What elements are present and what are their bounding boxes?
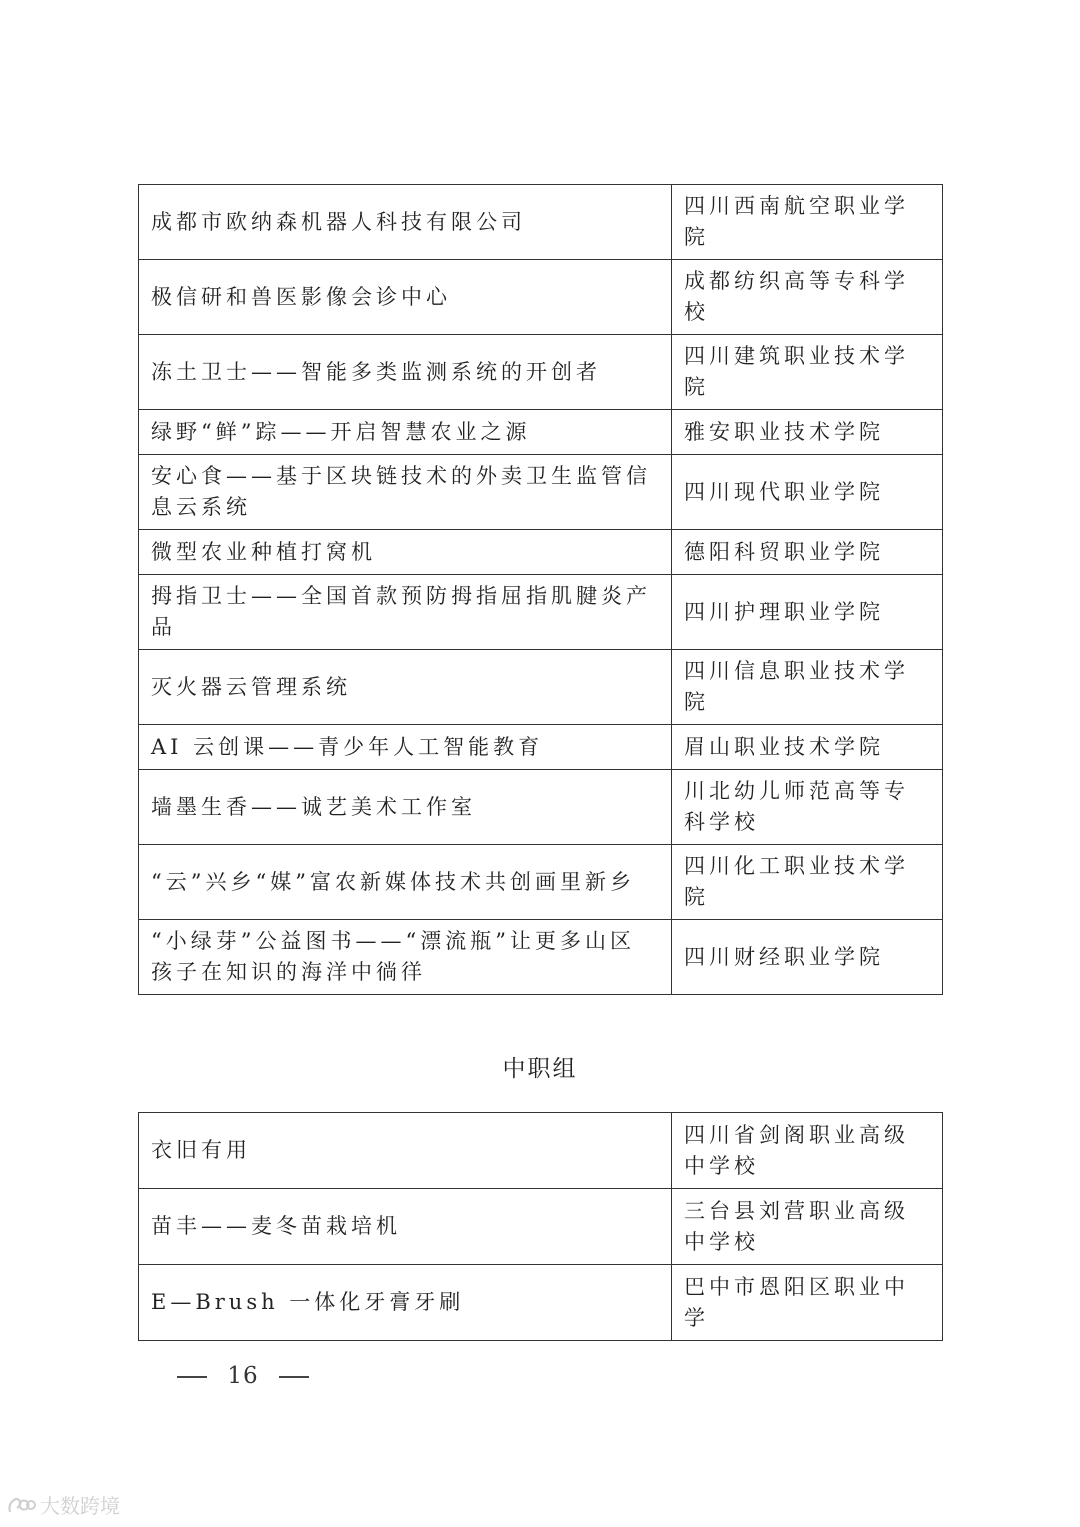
table-row <box>139 260 943 335</box>
project-name: “小绿芽”公益图书——“漂流瓶”让更多山区孩子在知识的海洋中徜徉 <box>139 920 672 995</box>
page-number-left-dash <box>177 1376 207 1378</box>
page-number-value: 16 <box>227 1363 259 1389</box>
table-row <box>139 845 943 920</box>
project-name: 拇指卫士——全国首款预防拇指屈指肌腱炎产品 <box>139 575 672 650</box>
school-name: 四川信息职业技术学院 <box>672 650 943 725</box>
project-name: 苗丰——麦冬苗栽培机 <box>139 1189 672 1265</box>
table-row <box>139 575 943 650</box>
project-name: E—Brush 一体化牙膏牙刷 <box>139 1265 672 1341</box>
table-row <box>139 410 943 455</box>
school-name: 四川财经职业学院 <box>672 920 943 995</box>
project-name: 极信研和兽医影像会诊中心 <box>139 260 672 335</box>
project-name: 墙墨生香——诚艺美术工作室 <box>139 770 672 845</box>
school-name: 四川西南航空职业学院 <box>672 185 943 260</box>
project-name: 安心食——基于区块链技术的外卖卫生监管信息云系统 <box>139 455 672 530</box>
project-name: 灭火器云管理系统 <box>139 650 672 725</box>
project-name: 成都市欧纳森机器人科技有限公司 <box>139 185 672 260</box>
project-name: 微型农业种植打窝机 <box>139 530 672 575</box>
school-name: 四川护理职业学院 <box>672 575 943 650</box>
school-name: 雅安职业技术学院 <box>672 410 943 455</box>
table-row <box>139 770 943 845</box>
table-row <box>139 650 943 725</box>
table-row <box>139 1189 943 1265</box>
table-row <box>139 920 943 995</box>
section-title: 中职组 <box>502 1056 578 1082</box>
school-name: 川北幼儿师范高等专科学校 <box>672 770 943 845</box>
page-number-right-dash <box>279 1376 309 1378</box>
table-row <box>139 1113 943 1189</box>
project-table-secondary-vocational <box>138 1112 943 1341</box>
watermark-text: 大数跨境 <box>40 1494 120 1518</box>
school-name: 眉山职业技术学院 <box>672 725 943 770</box>
school-name: 三台县刘营职业高级中学校 <box>672 1189 943 1265</box>
table-row <box>139 335 943 410</box>
project-name: 冻土卫士——智能多类监测系统的开创者 <box>139 335 672 410</box>
school-name: 德阳科贸职业学院 <box>672 530 943 575</box>
table-row <box>139 455 943 530</box>
table-row <box>139 725 943 770</box>
table-row <box>139 530 943 575</box>
watermark <box>6 1490 120 1519</box>
table-row <box>139 185 943 260</box>
watermark-logo-icon <box>6 1494 36 1516</box>
school-name: 四川现代职业学院 <box>672 455 943 530</box>
project-name: “云”兴乡“媒”富农新媒体技术共创画里新乡 <box>139 845 672 920</box>
school-name: 四川化工职业技术学院 <box>672 845 943 920</box>
project-table-vocational-college <box>138 184 943 995</box>
school-name: 四川省剑阁职业高级中学校 <box>672 1113 943 1189</box>
school-name: 巴中市恩阳区职业中学 <box>672 1265 943 1341</box>
page-number <box>165 1363 321 1389</box>
table-row <box>139 1265 943 1341</box>
project-name: 绿野“鲜”踪——开启智慧农业之源 <box>139 410 672 455</box>
project-name: AI 云创课——青少年人工智能教育 <box>139 725 672 770</box>
school-name: 成都纺织高等专科学校 <box>672 260 943 335</box>
project-name: 衣旧有用 <box>139 1113 672 1189</box>
school-name: 四川建筑职业技术学院 <box>672 335 943 410</box>
